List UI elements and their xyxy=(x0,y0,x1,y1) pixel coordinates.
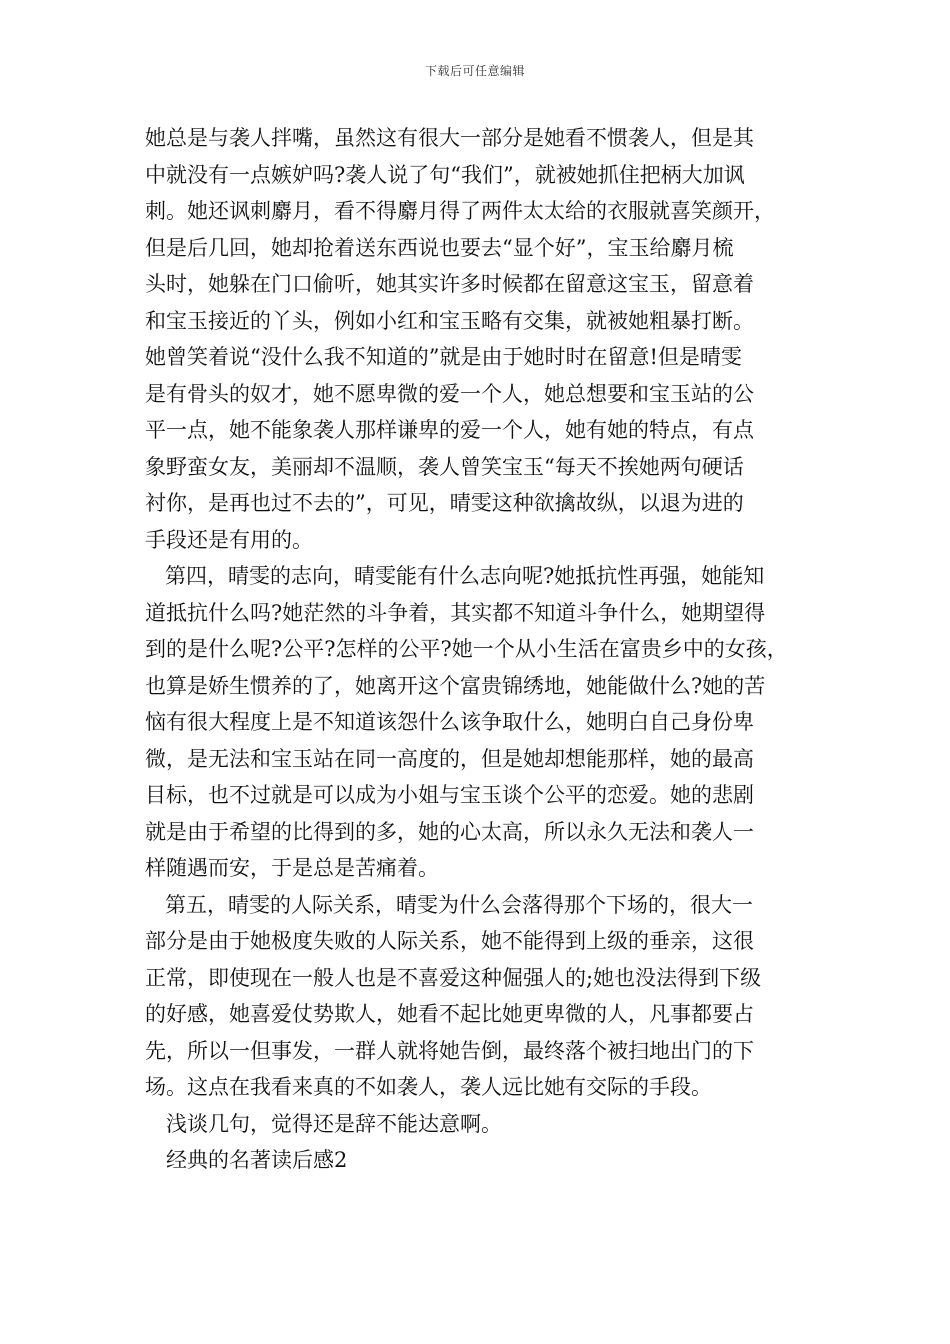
text-line: 刺。她还讽刺麝月，看不得麝月得了两件太太给的衣服就喜笑颜开， xyxy=(145,199,775,223)
text-line: 和宝玉接近的丫头，例如小红和宝玉略有交集，就被她粗暴打断。 xyxy=(145,308,754,333)
text-line: 到的是什么呢?公平?怎样的公平?她一个从小生活在富贵乡中的女孩， xyxy=(145,637,788,661)
text-line: 她曾笑着说“没什么我不知道的”就是由于她时时在留意!但是晴雯 xyxy=(145,345,742,369)
text-line: 场。这点在我看来真的不如袭人，袭人远比她有交际的手段。 xyxy=(145,1075,712,1099)
text-line: 正常，即使现在一般人也是不喜爱这种倔强人的;她也没法得到下级 xyxy=(145,965,762,990)
text-line: 衬你，是再也过不去的”，可见，晴雯这种欲擒故纵，以退为进的 xyxy=(145,491,744,515)
page-header: 下载后可任意编辑 xyxy=(424,64,525,78)
text-line: 的好感，她喜爱仗势欺人，她看不起比她更卑微的人，凡事都要占 xyxy=(145,1002,754,1026)
text-line: 微，是无法和宝玉站在同一高度的，但是她却想能那样，她的最高 xyxy=(145,746,754,771)
paragraph-start-line: 第四，晴雯的志向，晴雯能有什么志向呢?她抵抗性再强，她能知 xyxy=(165,564,765,588)
text-line: 部分是由于她极度失败的人际关系，她不能得到上级的垂亲，这很 xyxy=(145,929,754,953)
body-text xyxy=(145,120,825,1179)
paragraph-start-line: 浅谈几句，觉得还是辞不能达意啊。 xyxy=(166,1111,502,1136)
text-line: 也算是娇生惯养的了，她离开这个富贵锦绣地，她能做什么?她的苦 xyxy=(145,673,766,698)
text-line: 手段还是有用的。 xyxy=(145,527,313,552)
text-line: 样随遇而安，于是总是苦痛着。 xyxy=(145,856,439,880)
text-line: 道抵抗什么吗?她茫然的斗争着，其实都不知道斗争什么，她期望得 xyxy=(145,600,766,625)
text-line: 头时，她躲在门口偷听，她其实许多时候都在留意这宝玉，留意着 xyxy=(145,272,754,296)
text-line: 中就没有一点嫉妒吗?袭人说了句“我们”，就被她抓住把柄大加讽 xyxy=(145,162,745,187)
text-line: 她总是与袭人拌嘴，虽然这有很大一部分是她看不惯袭人，但是其 xyxy=(145,126,754,150)
text-line: 象野蛮女友，美丽却不温顺，袭人曾笑宝玉“每天不挨她两句硬话 xyxy=(145,454,744,479)
text-line: 目标，也不过就是可以成为小姐与宝玉谈个公平的恋爱。她的悲剧 xyxy=(145,783,754,807)
section-heading: 经典的名著读后感2 xyxy=(166,1148,348,1172)
text-line: 是有骨头的奴才，她不愿卑微的爱一个人，她总想要和宝玉站的公 xyxy=(145,381,754,406)
text-line: 先，所以一但事发，一群人就将她告倒，最终落个被扫地出门的下 xyxy=(145,1038,754,1063)
text-line: 平一点，她不能象袭人那样谦卑的爱一个人，她有她的特点，有点 xyxy=(145,418,754,442)
text-line: 但是后几回，她却抢着送东西说也要去“显个好”，宝玉给麝月梳 xyxy=(145,235,734,260)
text-line: 恼有很大程度上是不知道该怨什么该争取什么，她明白自己身份卑 xyxy=(145,710,754,734)
paragraph-start-line: 第五，晴雯的人际关系，晴雯为什么会落得那个下场的，很大一 xyxy=(165,892,753,917)
text-line: 就是由于希望的比得到的多，她的心太高，所以永久无法和袭人一 xyxy=(145,819,754,844)
